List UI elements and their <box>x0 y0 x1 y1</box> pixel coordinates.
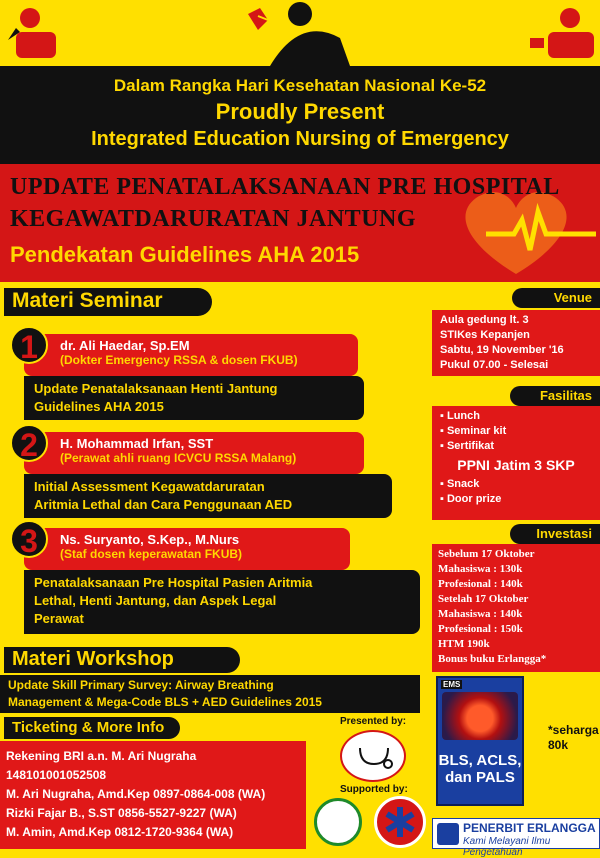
ticketing-rekening: Rekening BRI a.n. M. Ari Nugraha <box>6 749 197 763</box>
speaker-3-card <box>24 528 350 570</box>
ticketing-contact-2: Rizki Fajar B., S.ST 0856-5527-9227 (WA) <box>6 806 237 820</box>
main-subtitle: Pendekatan Guidelines AHA 2015 <box>10 242 360 267</box>
publisher-tagline: Kami Melayani Ilmu Pengetahuan <box>463 836 551 858</box>
book-price-value: 80k <box>548 738 569 752</box>
speaker-3-number: 3 <box>10 520 48 558</box>
investasi-htm: HTM 190k <box>438 638 490 650</box>
book-price <box>548 723 599 753</box>
event-banner <box>0 66 600 164</box>
investasi-after: Setelah 17 Oktober <box>438 593 529 605</box>
speaker-3-topic <box>24 570 420 634</box>
heart-illustration-icon <box>442 692 518 740</box>
ticketing-account-number: 148101001052508 <box>6 768 107 782</box>
main-title-line-2: KEGAWATDARURATAN JANTUNG <box>10 206 417 232</box>
speaker-1-name: dr. Ali Haedar, Sp.EM <box>60 338 190 353</box>
fasilitas-item-lunch: Lunch <box>446 410 480 422</box>
venue-line-1: Aula gedung lt. 3 <box>440 314 529 326</box>
ticketing-heading: Ticketing & More Info <box>4 717 180 739</box>
workshop-line-1: Update Skill Primary Survey: Airway Breathing <box>8 678 274 692</box>
nursing-logo-icon <box>340 730 406 782</box>
speaker-2-topic <box>24 474 392 518</box>
speaker-2-topic-line-2: Aritmia Lethal dan Cara Penggunaan AED <box>34 497 293 512</box>
fasilitas-item-door-prize: Door prize <box>446 493 502 505</box>
publisher-logo <box>432 818 600 858</box>
ticketing-details <box>0 741 306 849</box>
speaker-1-role: (Dokter Emergency RSSA & dosen FKUB) <box>60 353 298 367</box>
materi-seminar-heading: Materi Seminar <box>4 288 212 316</box>
book-title <box>438 752 522 786</box>
speaker-2-topic-line-1: Initial Assessment Kegawatdaruratan <box>34 479 265 494</box>
stethoscope-icon <box>342 732 404 780</box>
speaker-2-role: (Perawat ahli ruang ICVCU RSSA Malang) <box>60 451 297 465</box>
investasi-before-profesional: Profesional : 140k <box>438 578 523 590</box>
investasi-after-profesional: Profesional : 150k <box>438 623 523 635</box>
fasilitas-heading: Fasilitas <box>510 386 600 406</box>
workshop-line-2: Management & Mega-Code BLS + AED Guidelines 2015 <box>8 695 322 709</box>
supported-by-label: Supported by: <box>340 784 408 795</box>
banner-line-2: Proudly Present <box>215 99 385 124</box>
book-price-label: *seharga <box>548 723 599 737</box>
venue-line-2: STIKes Kepanjen <box>440 329 530 341</box>
ppni-logo-icon <box>314 798 362 846</box>
speaker-1-topic-line-1: Update Penatalaksanaan Henti Jantung <box>34 381 278 396</box>
speaker-3-topic-line-3: Perawat <box>34 611 84 626</box>
speaker-3-topic-line-2: Lethal, Henti Jantung, dan Aspek Legal <box>34 593 277 608</box>
venue-line-4: Pukul 07.00 - Selesai <box>440 359 549 371</box>
fasilitas-item-snack: Snack <box>446 478 480 490</box>
speaker-2-number: 2 <box>10 424 48 462</box>
speaker-2-card <box>24 432 364 474</box>
speaker-2-name: H. Mohammad Irfan, SST <box>60 436 214 451</box>
venue-heading: Venue <box>512 288 600 308</box>
speaker-1-number: 1 <box>10 326 48 364</box>
ticketing-contact-1: M. Ari Nugraha, Amd.Kep 0897-0864-008 (WA) <box>6 787 266 801</box>
speaker-3-role: (Staf dosen keperawatan FKUB) <box>60 547 243 561</box>
venue-line-3: Sabtu, 19 November '16 <box>440 344 564 356</box>
star-of-life-icon <box>377 799 423 845</box>
workshop-details <box>0 675 420 713</box>
materi-workshop-heading: Materi Workshop <box>4 647 240 673</box>
speaker-3-name: Ns. Suryanto, S.Kep., M.Nurs <box>60 532 240 547</box>
presented-by-label: Presented by: <box>340 716 407 727</box>
ticketing-contact-3: M. Amin, Amd.Kep 0812-1720-9364 (WA) <box>6 825 234 839</box>
banner-line-3: Integrated Education Nursing of Emergency <box>91 128 509 150</box>
erlangga-logo-icon <box>437 823 459 845</box>
investasi-details <box>432 544 600 672</box>
book-title-line-1: BLS, ACLS, <box>438 752 522 769</box>
speaker-1-topic <box>24 376 364 420</box>
investasi-before-mahasiswa: Mahasiswa : 130k <box>438 563 523 575</box>
speaker-1-topic-line-2: Guidelines AHA 2015 <box>34 399 164 414</box>
main-title-line-1: UPDATE PENATALAKSANAAN PRE HOSPITAL <box>10 174 560 200</box>
cpr-illustration-icon <box>0 0 600 66</box>
emergency-logo-icon <box>374 796 426 848</box>
speaker-3-topic-line-1: Penatalaksanaan Pre Hospital Pasien Aritmia <box>34 575 313 590</box>
book-series-label: EMS <box>443 680 461 689</box>
top-illustration-band <box>0 0 600 66</box>
publisher-name: PENERBIT ERLANGGA <box>463 821 596 835</box>
skp-badge: PPNI Jatim 3 SKP <box>457 457 575 473</box>
venue-details <box>432 310 600 376</box>
banner-line-1: Dalam Rangka Hari Kesehatan Nasional Ke-52 <box>113 76 487 95</box>
investasi-before: Sebelum 17 Oktober <box>438 548 535 560</box>
investasi-heading: Investasi <box>510 524 600 544</box>
fasilitas-item-sertifikat: Sertifikat <box>446 440 495 452</box>
investasi-bonus: Bonus buku Erlangga* <box>438 653 547 665</box>
investasi-after-mahasiswa: Mahasiswa : 140k <box>438 608 523 620</box>
fasilitas-item-seminar-kit: Seminar kit <box>446 425 507 437</box>
book-title-line-2: dan PALS <box>445 769 515 786</box>
fasilitas-list: ▪ Lunch ▪ Seminar kit ▪ Sertifikat PPNI Jatim 3 SKP ▪ Snack ▪ Door prize <box>432 406 600 520</box>
speaker-1-card <box>24 334 358 376</box>
